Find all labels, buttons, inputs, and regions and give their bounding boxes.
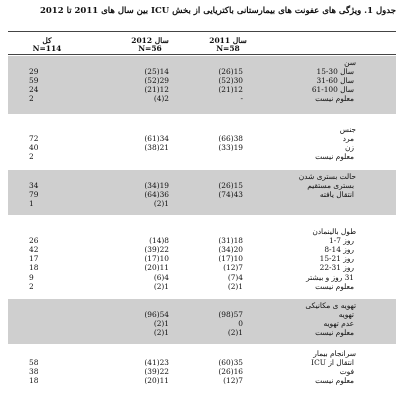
table-row — [8, 152, 396, 161]
cell-total: 34 — [29, 181, 39, 191]
cell-2012: (52)29 — [144, 76, 169, 86]
cell-2012: (4)2 — [153, 94, 169, 104]
table-row — [8, 76, 396, 85]
row-label: معلوم نیست — [315, 376, 354, 386]
top-rule — [8, 31, 396, 32]
cell-total: 2 — [29, 94, 34, 104]
cell-2011: (52)30 — [218, 76, 243, 86]
cell-2012: (34)19 — [144, 181, 169, 191]
cell-total: 42 — [29, 245, 39, 255]
cell-2011: (21)12 — [218, 85, 243, 95]
header-2012 — [120, 37, 180, 53]
cell-2011: (74)43 — [218, 190, 243, 200]
section-heading-row — [8, 172, 396, 181]
section-heading: تهویه ی مکانیکی — [305, 301, 356, 310]
table-section — [8, 299, 396, 344]
table-header — [8, 37, 396, 53]
table-section — [8, 56, 396, 114]
cell-total: 72 — [29, 134, 39, 144]
cell-2011: (66)38 — [218, 134, 243, 144]
row-label: روز 14-8 — [324, 245, 354, 255]
section-heading: سرانجام بیمار — [313, 349, 356, 358]
section-heading-row — [8, 349, 396, 358]
cell-2011: (12)7 — [223, 263, 243, 273]
table-section — [8, 347, 396, 393]
table-row — [8, 263, 396, 272]
row-label: 31 روز و بیشتر — [306, 272, 354, 282]
header-2012-n: N=56 — [138, 44, 162, 53]
header-total-n: N=114 — [32, 44, 62, 53]
cell-2011: - — [240, 94, 243, 104]
cell-2011: (26)15 — [218, 67, 243, 77]
row-label: سال 30-15 — [316, 67, 354, 77]
cell-2012: (64)36 — [144, 190, 169, 200]
table-section — [8, 225, 396, 297]
row-label: سال 100-61 — [311, 85, 354, 95]
cell-2012: (20)11 — [144, 376, 169, 386]
table-section — [8, 123, 396, 163]
cell-total: 26 — [29, 236, 39, 246]
table-row — [8, 310, 396, 319]
header-2012-label: سال 2012 — [131, 36, 169, 45]
cell-2011: (2)1 — [227, 281, 243, 291]
section-heading: حالت بستری شدن — [298, 172, 356, 181]
cell-2011: (33)19 — [218, 143, 243, 153]
cell-2011: (34)20 — [218, 245, 243, 255]
row-label: روز 21-15 — [319, 254, 354, 264]
table-row — [8, 236, 396, 245]
cell-2012: (17)10 — [144, 254, 169, 264]
header-total-label: کل — [42, 36, 52, 45]
cell-total: 59 — [29, 76, 39, 86]
cell-total: 38 — [29, 367, 39, 377]
row-label: سال 60-31 — [316, 76, 354, 86]
section-heading-row — [8, 58, 396, 67]
cell-2011: (2)1 — [227, 328, 243, 338]
section-heading: طول بالینمادن — [312, 227, 356, 236]
cell-2011: (7)4 — [227, 272, 243, 282]
row-label: معلوم نیست — [315, 94, 354, 104]
section-heading: جنس — [339, 125, 356, 134]
cell-2011: (17)10 — [218, 254, 243, 264]
section-heading: سن — [344, 58, 356, 67]
table-row — [8, 190, 396, 199]
row-label: فوت — [339, 367, 354, 377]
row-label: مرد — [342, 134, 354, 144]
cell-2011: (12)7 — [223, 376, 243, 386]
table-section — [8, 170, 396, 215]
cell-2011: (31)18 — [218, 236, 243, 246]
table-row — [8, 319, 396, 328]
table-row — [8, 134, 396, 143]
cell-2011: (98)57 — [218, 310, 243, 320]
cell-total: 29 — [29, 67, 39, 77]
row-label: روز 7-1 — [329, 236, 354, 246]
cell-total: 9 — [29, 272, 34, 282]
header-2011-n: N=58 — [216, 44, 240, 53]
cell-2012: (6)4 — [153, 272, 169, 282]
table-title: جدول 1. ویژگی های عفونت های بیمارستانی باکتریایی از بخش ICU بین سال های 2011 تا 2012 — [39, 6, 396, 16]
cell-total: 79 — [29, 190, 39, 200]
cell-2012: (2)1 — [153, 281, 169, 291]
header-2011-label: سال 2011 — [209, 36, 247, 45]
row-label: معلوم نیست — [315, 281, 354, 291]
cell-total: 2 — [29, 152, 34, 162]
cell-2012: (61)34 — [144, 134, 169, 144]
cell-2012: (14)8 — [149, 236, 169, 246]
cell-total: 18 — [29, 263, 39, 273]
cell-2012: (2)1 — [153, 319, 169, 329]
row-label: انتقال یافته — [319, 190, 354, 200]
table-row — [8, 328, 396, 337]
row-label: انتقال از ICU — [311, 358, 354, 368]
row-label: عدم تهویه — [323, 319, 354, 329]
row-label: بستری مستقیم — [307, 181, 354, 191]
row-label: معلوم نیست — [315, 328, 354, 338]
row-label: روز 31-22 — [319, 263, 354, 273]
cell-2012: (20)11 — [144, 263, 169, 273]
row-label: معلوم نیست — [315, 152, 354, 162]
header-total — [22, 37, 72, 53]
cell-2011: (26)16 — [218, 367, 243, 377]
table-row — [8, 199, 396, 208]
cell-2011: 0 — [238, 319, 243, 329]
row-label: زن — [345, 143, 354, 153]
header-2011 — [198, 37, 258, 53]
table-row — [8, 94, 396, 103]
cell-total: 24 — [29, 85, 39, 95]
cell-2012: (96)54 — [144, 310, 169, 320]
table-row — [8, 282, 396, 291]
cell-2012: (2)1 — [153, 328, 169, 338]
cell-2012: (21)12 — [144, 85, 169, 95]
row-label: تهویه — [338, 310, 354, 320]
table-row — [8, 181, 396, 190]
cell-total: 17 — [29, 254, 39, 264]
table-row — [8, 143, 396, 152]
table-row — [8, 254, 396, 263]
cell-2011: (26)15 — [218, 181, 243, 191]
table-row — [8, 376, 396, 385]
section-heading-row — [8, 227, 396, 236]
cell-total: 58 — [29, 358, 39, 368]
section-heading-row — [8, 125, 396, 134]
cell-2012: (25)14 — [144, 67, 169, 77]
table-row — [8, 273, 396, 282]
table-row — [8, 85, 396, 94]
table-row — [8, 245, 396, 254]
cell-2012: (2)1 — [153, 199, 169, 209]
table-row — [8, 367, 396, 376]
table-row — [8, 358, 396, 367]
cell-total: 2 — [29, 281, 34, 291]
cell-2011: (60)35 — [218, 358, 243, 368]
cell-2012: (41)23 — [144, 358, 169, 368]
cell-total: 40 — [29, 143, 39, 153]
header-rule — [8, 54, 396, 55]
section-heading-row — [8, 301, 396, 310]
cell-2012: (38)21 — [144, 143, 169, 153]
cell-total: 1 — [29, 199, 34, 209]
cell-2012: (39)22 — [144, 367, 169, 377]
cell-2012: (39)22 — [144, 245, 169, 255]
cell-total: 18 — [29, 376, 39, 386]
table-row — [8, 67, 396, 76]
